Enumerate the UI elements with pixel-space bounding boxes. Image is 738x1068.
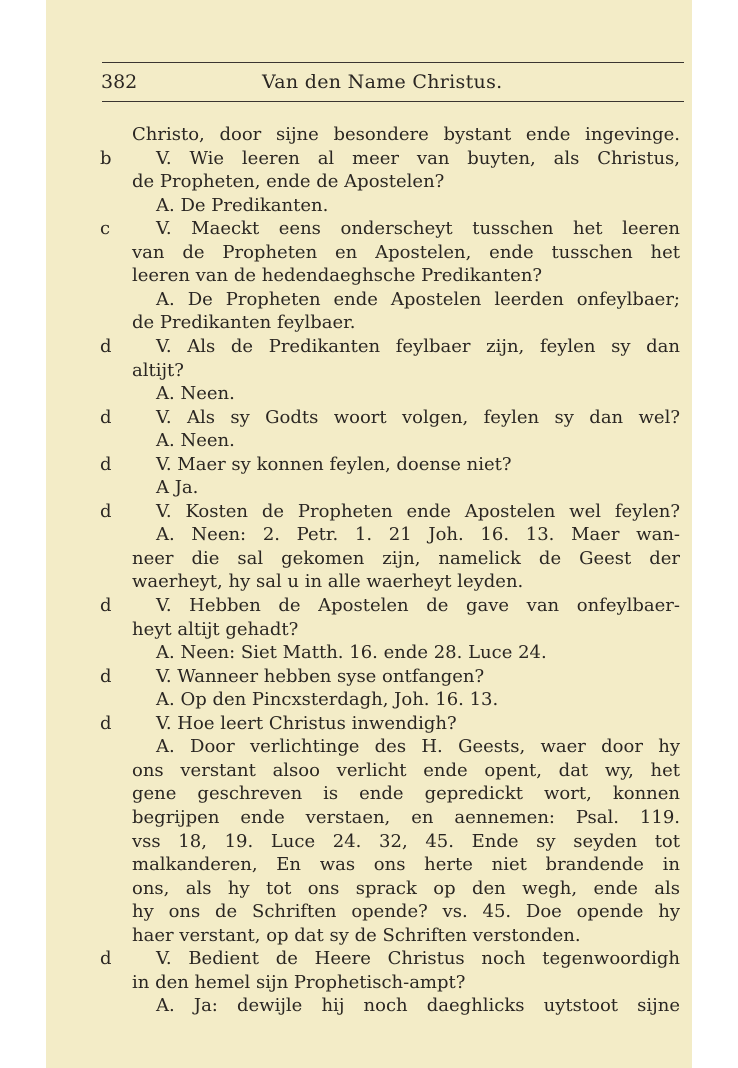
text-line [46,924,692,948]
text-line [46,594,692,618]
text-line [46,523,692,547]
text-line [46,406,692,430]
text-line [46,641,692,665]
margin-mark: d [100,335,112,357]
text-line [46,288,692,312]
margin-mark: d [100,453,112,475]
line-text: V. Wanneer hebben syse ontfangen? [156,665,485,687]
margin-mark: b [100,147,112,169]
header-top-rule [102,62,684,63]
line-text: de Propheten, ende de Apostelen? [132,171,445,193]
text-line [46,618,692,642]
line-text: V. Als de Predikanten feylbaer zijn, feylen sy dan [156,335,680,357]
line-text: A. Neen. [156,383,235,405]
text-line [46,688,692,712]
margin-mark: d [100,948,112,970]
line-text: A. Ja: dewijle hij noch daeghlicks uytstoot sijne [156,995,680,1017]
text-line [46,311,692,335]
line-text: ons, als hy tot ons sprack op den wegh, ende als [132,877,680,899]
line-text: vss 18, 19. Luce 24. 32, 45. Ende sy seyden tot [132,830,680,852]
margin-mark: d [100,595,112,616]
text-line [46,735,692,759]
line-text: begrijpen ende verstaen, en aennemen: Psal. 119. [132,806,680,828]
margin-mark: d [100,712,112,734]
text-line [46,994,692,1018]
line-text: A. Op den Pincxsterdagh, Joh. 16. 13. [156,689,499,711]
line-text: Christo, door sijne besondere bystant ende ingevinge. [132,124,680,145]
line-text: altijt? [132,359,184,381]
text-line [46,429,692,453]
text-line [46,123,692,147]
line-text: leeren van de hedendaeghsche Predikanten? [132,265,543,287]
text-line [46,712,692,736]
text-line [46,476,692,500]
line-text: V. Wie leeren al meer van buyten, als Christus, [156,147,680,169]
line-text: V. Hebben de Apostelen de gave van onfeylbaer- [156,595,680,616]
header-bottom-rule [102,101,684,102]
line-text: in den hemel sijn Prophetisch-ampt? [132,971,466,993]
line-text: hy ons de Schriften opende? vs. 45. Doe opende hy [132,901,680,923]
line-text: A. Door verlichtinge des H. Geests, waer door hy [156,736,680,758]
line-text: ons verstant alsoo verlicht ende opent, dat wy, het [132,759,680,781]
margin-mark: c [100,218,111,240]
text-line [46,877,692,901]
line-text: V. Als sy Godts woort volgen, feylen sy dan wel? [156,406,680,428]
page-number: 382 [101,71,138,93]
line-text: neer die sal gekomen zijn, namelick de Geest der [132,547,680,569]
line-text: van de Propheten en Apostelen, ende tusschen het [132,241,680,263]
line-text: A. Neen. [156,430,235,452]
line-text: haer verstant, op dat sy de Schriften verstonden. [132,924,581,946]
text-line [46,147,692,171]
line-text: V. Kosten de Propheten ende Apostelen wel feylen? [156,500,680,522]
text-line [46,217,692,241]
text-line [46,947,692,971]
text-line [46,264,692,288]
text-line [46,241,692,265]
line-text: A. Neen: Siet Matth. 16. ende 28. Luce 24. [156,642,547,664]
text-line [46,971,692,995]
line-text: A. De Predikanten. [156,194,329,216]
line-text: malkanderen, En was ons herte niet brandende in [132,854,680,876]
line-text: A. Neen: 2. Petr. 1. 21 Joh. 16. 13. Maer wan- [156,524,680,546]
text-line [46,500,692,524]
text-line [46,665,692,689]
line-text: V. Maeckt eens onderscheyt tusschen het leeren [156,218,680,240]
line-text: heyt altijt gehadt? [132,618,299,640]
running-head: Van den Name Christus. [262,71,503,93]
text-line [46,759,692,783]
line-text: A. De Propheten ende Apostelen leerden onfeylbaer; [156,288,680,310]
text-line [46,359,692,383]
text-line [46,853,692,877]
text-line [46,806,692,830]
text-line [46,782,692,806]
margin-mark: d [100,665,112,687]
text-line [46,570,692,594]
line-text: de Predikanten feylbaer. [132,312,356,334]
text-line [46,547,692,571]
margin-mark: d [100,500,112,522]
text-line [46,194,692,218]
line-text: V. Hoe leert Christus inwendigh? [156,712,457,734]
margin-mark: d [100,406,112,428]
text-line [46,900,692,924]
line-text: waerheyt, hy sal u in alle waerheyt leyden. [132,571,524,593]
text-line [46,830,692,854]
line-text: V. Maer sy konnen feylen, doense niet? [156,453,512,475]
book-page [46,0,692,1068]
line-text: V. Bedient de Heere Christus noch tegenwoordigh [156,948,680,970]
text-line [46,453,692,477]
line-text: gene geschreven is ende gepredickt wort, konnen [132,783,680,805]
text-line [46,335,692,359]
line-text: A Ja. [156,477,199,499]
text-line [46,382,692,406]
text-line [46,170,692,194]
